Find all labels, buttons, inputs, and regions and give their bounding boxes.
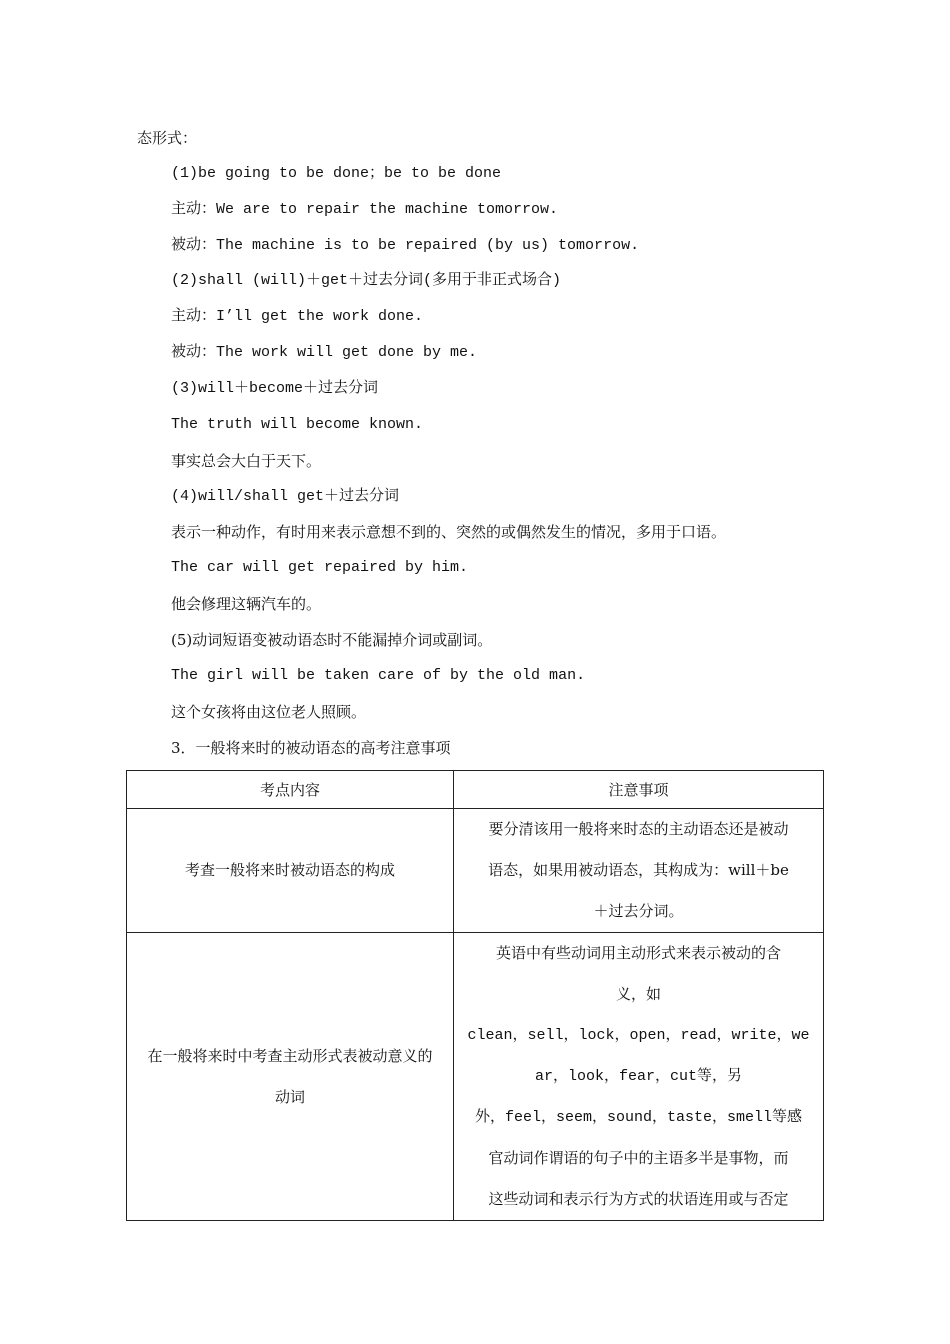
cell-text: 外，feel，seem，sound，taste，smell等感	[474, 1109, 803, 1126]
text-line: The girl will be taken care of by the old man.	[171, 667, 586, 684]
text-line: The truth will become known.	[171, 416, 424, 433]
table-row	[127, 809, 824, 933]
table-header-cell: 注意事项	[454, 771, 824, 809]
table-header-row	[127, 771, 824, 809]
cell-text: 义，如	[615, 985, 661, 1003]
text-line: The car will get repaired by him.	[171, 559, 469, 576]
section-heading: 3．一般将来时的被动语态的高考注意事项	[171, 739, 451, 757]
table-cell	[127, 809, 454, 933]
table-header-cell: 考点内容	[127, 771, 454, 809]
text-line: (4)will/shall get＋过去分词	[171, 488, 400, 505]
cell-text: 英语中有些动词用主动形式来表示被动的含	[495, 944, 781, 962]
text-line: 这个女孩将由这位老人照顾。	[171, 703, 367, 721]
text-line: (1)be going to be done；be to be done	[171, 165, 502, 182]
text-line: 被动：The machine is to be repaired (by us) tomorrow.	[171, 237, 640, 254]
text-line: 主动：I’ll get the work done.	[171, 308, 424, 325]
table-cell	[127, 933, 454, 1221]
exam-notes-table	[126, 770, 824, 1221]
cell-text: 要分清该用一般将来时态的主动语态还是被动	[488, 820, 789, 838]
text-line: (3)will＋become＋过去分词	[171, 380, 379, 397]
text-line: 表示一种动作，有时用来表示意想不到的、突然的或偶然发生的情况，多用于口语。	[171, 523, 727, 541]
table-cell	[454, 809, 824, 933]
cell-text: 动词	[274, 1087, 305, 1106]
cell-text: 在一般将来时中考查主动形式表被动意义的	[147, 1046, 433, 1065]
cell-text: 官动词作谓语的句子中的主语多半是事物，而	[488, 1149, 789, 1167]
cell-text: ar，look，fear，cut等，另	[534, 1068, 743, 1085]
table-row	[127, 933, 824, 1221]
cell-text: 考查一般将来时被动语态的构成	[184, 861, 395, 879]
text-line: (2)shall (will)＋get＋过去分词(多用于非正式场合)	[171, 272, 562, 289]
cell-text: clean，sell，lock，open，read，write，we	[467, 1027, 810, 1044]
text-line: 被动：The work will get done by me.	[171, 344, 478, 361]
text-line: (5)动词短语变被动语态时不能漏掉介词或副词。	[171, 631, 493, 649]
cell-text: 这些动词和表示行为方式的状语连用或与否定	[488, 1190, 789, 1208]
text-line: 他会修理这辆汽车的。	[171, 595, 322, 613]
text-line: 态形式：	[137, 129, 198, 147]
text-line: 事实总会大白于天下。	[171, 452, 322, 470]
cell-text: 语态，如果用被动语态，其构成为：will＋be	[488, 861, 789, 879]
table-cell	[454, 933, 824, 1221]
text-line: 主动：We are to repair the machine tomorrow.	[171, 201, 559, 218]
cell-text: ＋过去分词。	[593, 902, 684, 920]
